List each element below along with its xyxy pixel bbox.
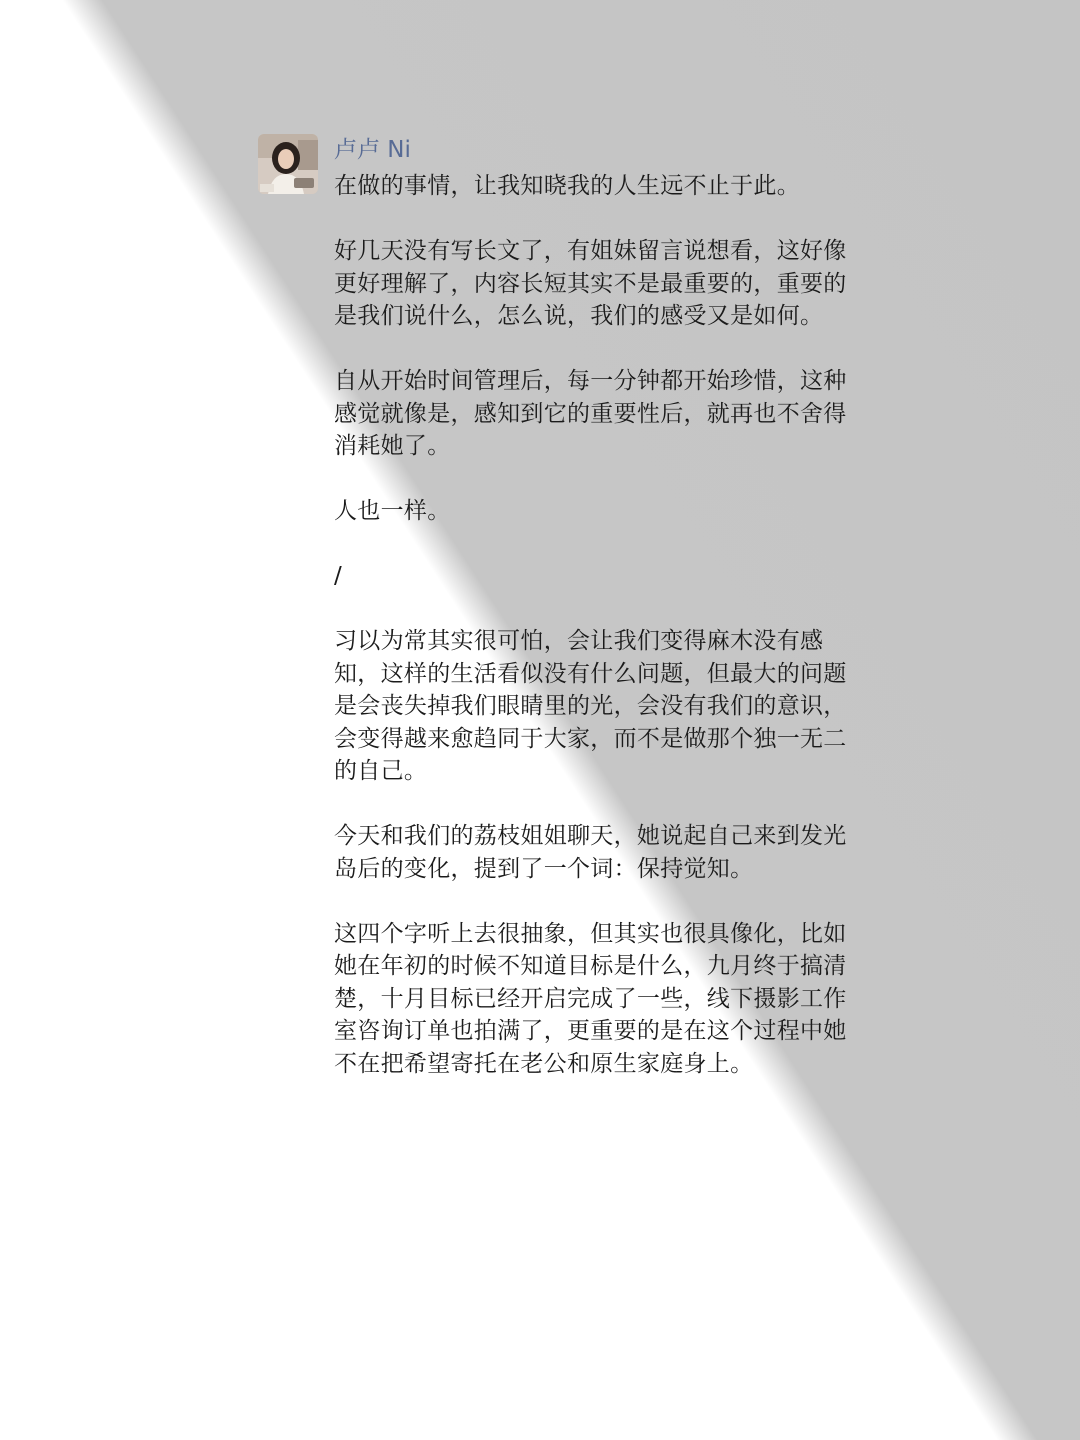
avatar[interactable] <box>258 134 318 194</box>
post-paragraph: 人也一样。 <box>334 498 451 524</box>
post-paragraph-divider: / <box>334 563 343 589</box>
post-paragraph: 自从开始时间管理后，每一分钟都开始珍惜，这种感觉就像是，感知到它的重要性后，就再也不舍得消耗她了。 <box>334 368 847 459</box>
post-paragraph: 这四个字听上去很抽象，但其实也很具像化，比如她在年初的时候不知道目标是什么，九月终于搞清楚，十月目标已经开启完成了一些，线下摄影工作室咨询订单也拍满了，更重要的是在这个过程中她不在把希望寄托在老公和原生家庭身上。 <box>334 920 847 1077</box>
post-content <box>334 170 848 1113</box>
author-name[interactable]: 卢卢 Ni <box>334 137 411 163</box>
post-paragraph: 好几天没有写长文了，有姐妹留言说想看，这好像更好理解了，内容长短其实不是最重要的，重要的是我们说什么，怎么说，我们的感受又是如何。 <box>334 238 847 329</box>
post-paragraph: 习以为常其实很可怕，会让我们变得麻木没有感知，这样的生活看似没有什么问题，但最大的问题是会丧失掉我们眼睛里的光，会没有我们的意识，会变得越来愈趋同于大家，而不是做那个独一无二的自己。 <box>334 628 847 784</box>
post-paragraph: 在做的事情，让我知晓我的人生远不止于此。 <box>334 173 800 199</box>
avatar-photo-icon <box>258 134 318 194</box>
post-paragraph: 今天和我们的荔枝姐姐聊天，她说起自己来到发光岛后的变化，提到了一个词：保持觉知。 <box>334 823 847 882</box>
